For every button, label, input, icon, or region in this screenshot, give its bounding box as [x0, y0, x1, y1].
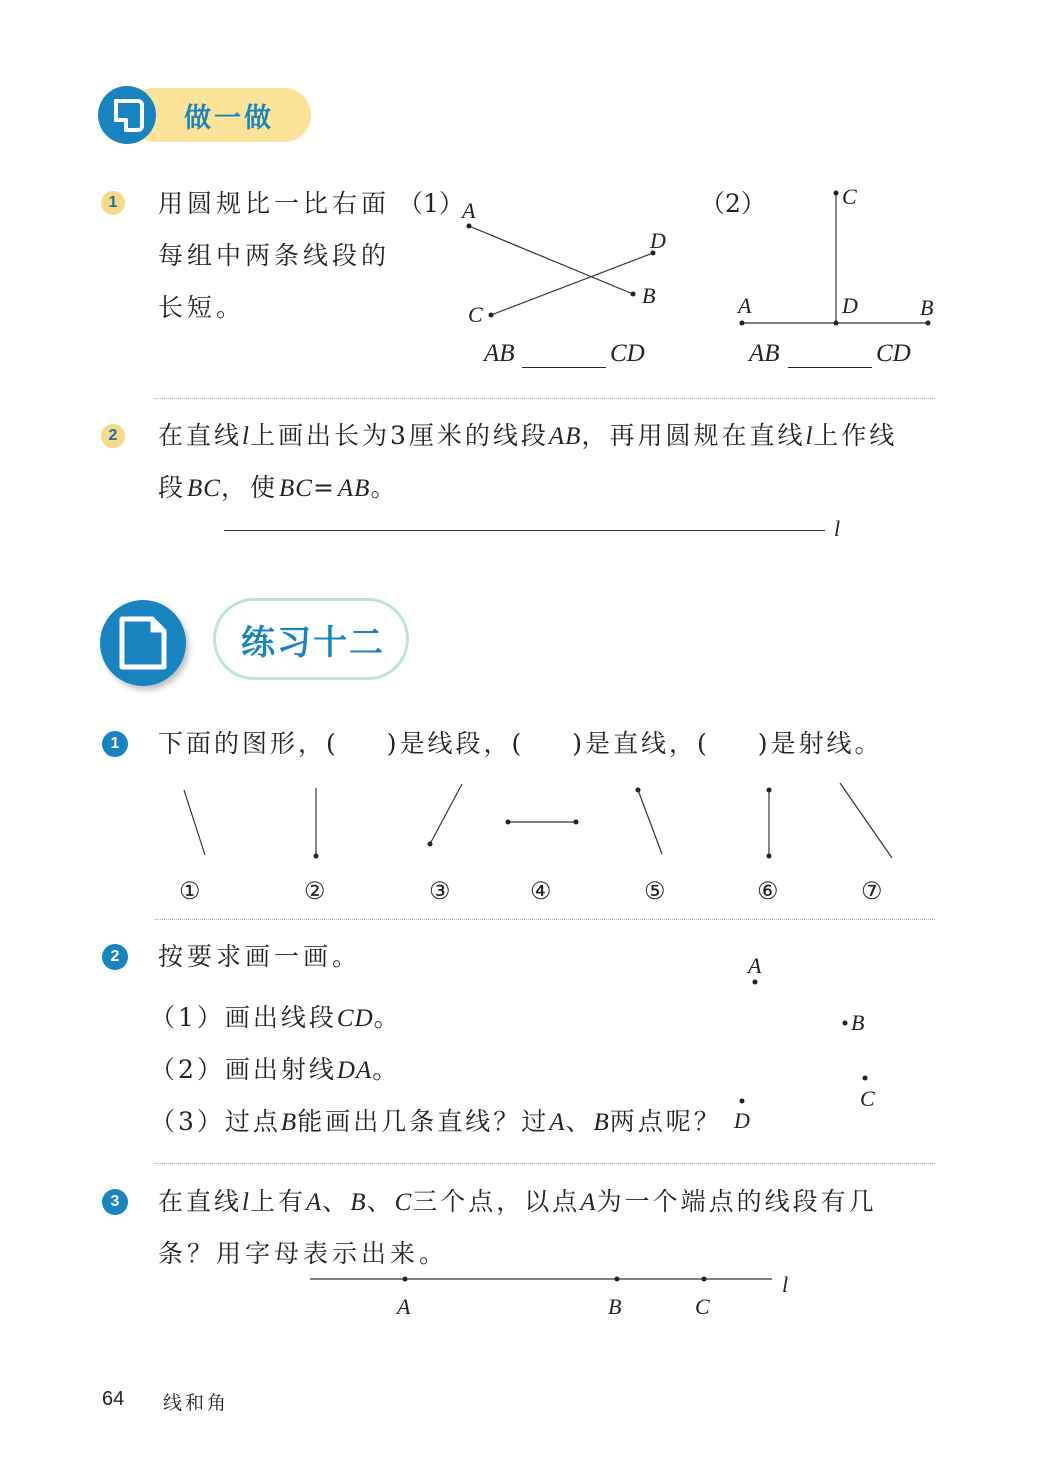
fold-icon	[98, 86, 156, 144]
q1-text-line3: 长短。	[158, 293, 246, 322]
document-icon	[100, 600, 186, 686]
fig2-label: （2）	[700, 189, 766, 218]
divider	[155, 919, 935, 920]
ex-q2-sub2: （2）画出射线DA。	[150, 1055, 401, 1084]
figure-label-4: ④	[530, 877, 552, 905]
question-number: 2	[101, 424, 125, 448]
q2-text-line1: 在直线l上画出长为3厘米的线段AB，再用圆规在直线l上作线	[158, 421, 898, 450]
fig1-compare-AB: AB	[484, 340, 515, 367]
q2-text-line2: 段BC，使BC=AB。	[158, 473, 400, 502]
question-number: 2	[102, 944, 128, 970]
question-number: 3	[102, 1189, 128, 1215]
line-l[interactable]	[224, 530, 825, 531]
point-label-B: B	[920, 295, 934, 320]
ex-q1-text: 下面的图形，( )是线段，( )是直线，( )是射线。	[158, 729, 883, 758]
exercise-title-box	[213, 598, 409, 680]
ex-q3-line1: 在直线l上有A、B、C三个点，以点A为一个端点的线段有几	[158, 1187, 877, 1216]
exercise-icon	[100, 600, 186, 686]
fig1-crossing-segments	[455, 195, 675, 330]
section-name: 线和角	[163, 1392, 230, 1414]
point-label-A: A	[738, 293, 752, 318]
question-number: 1	[101, 191, 125, 215]
point-label-C: C	[860, 1086, 875, 1111]
q1-text-line2: 每组中两条线段的	[158, 241, 391, 270]
fig1-answer-blank[interactable]	[522, 367, 606, 368]
header-icon	[98, 86, 156, 144]
divider	[155, 1163, 935, 1164]
point-label-A: A	[397, 1294, 411, 1319]
point-label-B: B	[851, 1010, 865, 1035]
header-title: 做一做	[184, 103, 274, 134]
point-label-B: B	[608, 1294, 622, 1319]
line-l-label: l	[782, 1272, 789, 1297]
q2-points	[730, 970, 880, 1110]
point-label-C: C	[468, 302, 483, 327]
section-header	[98, 86, 313, 144]
line-figures	[170, 780, 910, 870]
divider	[155, 398, 935, 399]
point-label-D: D	[650, 228, 666, 253]
figure-label-6: ⑥	[757, 877, 779, 905]
q3-line	[300, 1270, 780, 1290]
figure-label-5: ⑤	[644, 877, 666, 905]
figure-label-3: ③	[429, 877, 451, 905]
figure-label-2: ②	[304, 877, 326, 905]
exercise-title: 练习十二	[241, 623, 385, 663]
figure-label-1: ①	[179, 877, 201, 905]
point-label-C: C	[695, 1294, 710, 1319]
fig2-answer-blank[interactable]	[788, 367, 872, 368]
fig1-label: （1）	[398, 189, 464, 218]
fig2-compare-CD: CD	[876, 340, 911, 367]
point-label-C: C	[842, 184, 857, 209]
page-number: 64	[102, 1388, 125, 1410]
ex-q2-sub1: （1）画出线段CD。	[150, 1003, 402, 1032]
q1-text-line1: 用圆规比一比右面	[158, 189, 391, 218]
point-label-D: D	[734, 1108, 750, 1133]
fig2-perpendicular-segments	[735, 185, 945, 330]
question-number: 1	[102, 731, 128, 757]
fig1-compare-CD: CD	[610, 340, 645, 367]
line-l-label: l	[834, 516, 841, 541]
ex-q3-line2: 条？用字母表示出来。	[158, 1239, 449, 1268]
ex-q2-sub3: （3）过点B能画出几条直线？过A、B两点呢？	[150, 1107, 722, 1136]
figure-label-7: ⑦	[861, 877, 883, 905]
point-label-B: B	[642, 283, 656, 308]
point-label-D: D	[842, 293, 858, 318]
ex-q2-title: 按要求画一画。	[158, 942, 362, 971]
fig2-compare-AB: AB	[749, 340, 780, 367]
point-label-A: A	[462, 198, 476, 223]
point-label-A: A	[748, 953, 762, 978]
